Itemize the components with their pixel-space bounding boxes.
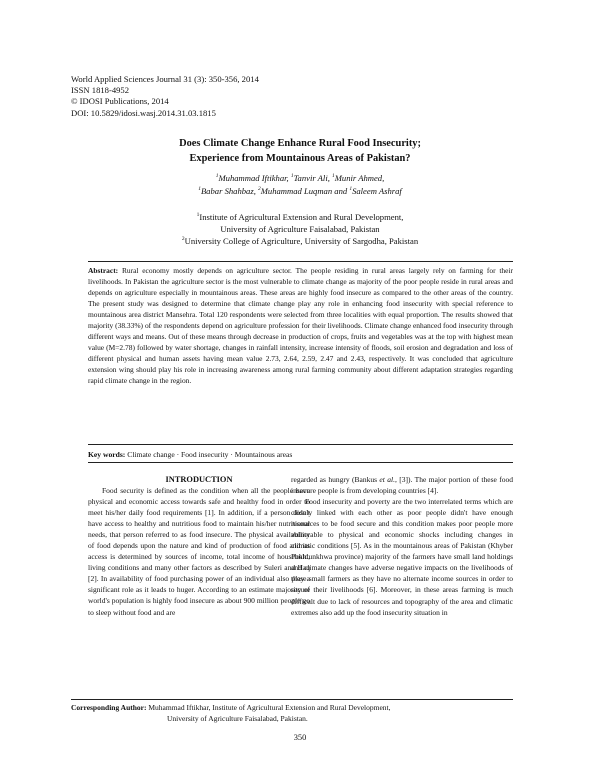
column-right bbox=[291, 474, 513, 618]
author-line-2 bbox=[0, 185, 600, 198]
author-name: Muhammad Iftikhar, bbox=[218, 173, 291, 183]
abstract bbox=[88, 265, 513, 387]
keywords-text: Climate change · Food insecurity · Mountainous areas bbox=[127, 450, 293, 459]
author-affil-marker: 1 bbox=[215, 173, 219, 180]
author-list bbox=[0, 172, 600, 197]
author-name: Muhammad Luqman and bbox=[260, 185, 350, 196]
section-heading-introduction: INTRODUCTION bbox=[165, 475, 233, 484]
author-name: Saleem Ashraf bbox=[352, 185, 402, 196]
affiliation-1-line-2: University of Agriculture Faisalabad, Pakistan bbox=[220, 224, 380, 234]
paper-title bbox=[0, 137, 600, 166]
corresponding-text: Muhammad Iftikhar, Institute of Agricultural Extension and Rural Development, bbox=[148, 703, 391, 712]
author-affil-marker: 1 bbox=[290, 173, 294, 180]
journal-issn: ISSN 1818-4952 bbox=[71, 85, 130, 96]
page-number: 350 bbox=[293, 733, 307, 742]
footnote-rule bbox=[71, 699, 513, 700]
affiliation-2 bbox=[0, 235, 600, 247]
paragraph-text-italic: et al. bbox=[379, 475, 395, 484]
title-line-2: Experience from Mountainous Areas of Pakistan? bbox=[189, 152, 411, 164]
intro-paragraph-continued bbox=[291, 474, 513, 496]
keywords-bottom-rule bbox=[88, 462, 513, 463]
journal-copyright: © IDOSI Publications, 2014 bbox=[71, 96, 169, 107]
author-name: Babar Shahbaz, bbox=[200, 185, 258, 196]
affiliation-marker: 2 bbox=[181, 236, 185, 243]
affiliations bbox=[0, 211, 600, 247]
affiliation-1-line-1 bbox=[0, 211, 600, 223]
corresponding-line-1 bbox=[71, 703, 531, 714]
author-line-1 bbox=[0, 172, 600, 185]
intro-paragraph-2: Food insecurity and poverty are the two interrelated terms which are closely linked with each other as poor people didn't have enough resources to be food secure and this condition makes poor people more vulnerable to physical and economic shocks including changes in climatic conditions [5]. As in the mountainous areas of Pakistan (Khyber Pukhtunkhwa province) majority of the farmers have small land holdings and climate changes have adverse negative impacts on the livelihoods of these small farmers as they have no alternate income sources in order to secure their livelihoods [6]. Moreover, in these areas farming is much difficult due to lack of resources and topography of the area and climatic extremes also add up the food insecurity situation in bbox=[291, 497, 513, 617]
corresponding-author bbox=[71, 703, 531, 724]
journal-metadata bbox=[71, 74, 259, 119]
author-affil-marker: 1 bbox=[349, 185, 353, 192]
abstract-label: Abstract: bbox=[88, 266, 119, 275]
keywords-top-rule bbox=[88, 444, 513, 445]
journal-doi: DOI: 10.5829/idosi.wasj.2014.31.03.1815 bbox=[71, 107, 216, 118]
keywords bbox=[88, 449, 513, 460]
journal-citation: World Applied Sciences Journal 31 (3): 350-356, 2014 bbox=[71, 74, 259, 84]
corresponding-line-2: University of Agriculture Faisalabad, Pakistan. bbox=[167, 713, 308, 723]
author-name: Munir Ahmed, bbox=[334, 173, 385, 183]
affiliation-text: Institute of Agricultural Extension and Rural Development, bbox=[199, 212, 404, 222]
author-affil-marker: 1 bbox=[332, 173, 335, 180]
corresponding-label: Corresponding Author: bbox=[71, 703, 147, 712]
author-name: Tanvir Ali, bbox=[293, 173, 333, 183]
title-line-1: Does Climate Change Enhance Rural Food Insecurity; bbox=[179, 138, 421, 149]
intro-paragraph-1: Food security is defined as the condition when all the people have physical and economic access towards safe and healthy food in order to meet his/her daily food requirements [1]. In addition, if a person didn't have access to healthy and nutritious food to maintain his/her nutritional needs, that person referred to as food insecure. The physical availability of food depends upon the nature and kind of production of food and its access is determined by sources of income, total income of household, living conditions and many other factors as described by Suleri and Haq [2]. In availability of food purchasing power of an individual also play a significant role as it leads to huger. According to an estimate majority of world's population is highly food insecure as about 900 million people go to sleep without food and are bbox=[88, 486, 310, 617]
affiliation-text: University College of Agriculture, University of Sargodha, Pakistan bbox=[184, 236, 419, 246]
abstract-top-rule bbox=[88, 261, 513, 262]
keywords-label: Key words: bbox=[88, 450, 126, 459]
author-affil-marker: 1 bbox=[198, 185, 201, 192]
author-affil-marker: 2 bbox=[258, 185, 261, 192]
paragraph-text: regarded as hungry (Bankus bbox=[291, 475, 380, 484]
paragraph-text: , [3]). The major portion of these food insecure people is from developing countries [4]. bbox=[291, 475, 513, 496]
affiliation-marker: 1 bbox=[196, 212, 200, 219]
abstract-text: Rural economy mostly depends on agriculture sector. The people residing in rural areas largely rely on farming for their livelihoods. In Pakistan the agriculture sector is the most vulnerable to climate change as majority of the poor people reside in rural areas and depends on agriculture especially in mountainous areas. These areas are highly food insecure as compared to the other areas of the country. The present study was designed to determine that climate change play any role in enhancing food insecurity with special reference to mountainous area district Mansehra. Total 120 respondents were selected from three localities with equal proportion. The results showed that majority (38.33%) of the respondents depend on agriculture profession for their livelihoods. Climate change enhanced food insecurity through different ways and means. Out of these means through decrease in production of crops, fruits and vegetables was at the top with highest mean value (M=2.78) followed by water shortage, changes in rainfall intensity, increase intensity of floods, soil erosion and degradation and loss of different physical and human assets having mean value 2.73, 2.64, 2.59, 2.47 and 2.43, respectively. It was concluded that agriculture extension wing should play his role in increasing awareness among rural farming community about different adaptation strategies regarding rapid climate change in the region. bbox=[88, 266, 513, 386]
column-left bbox=[88, 474, 310, 618]
